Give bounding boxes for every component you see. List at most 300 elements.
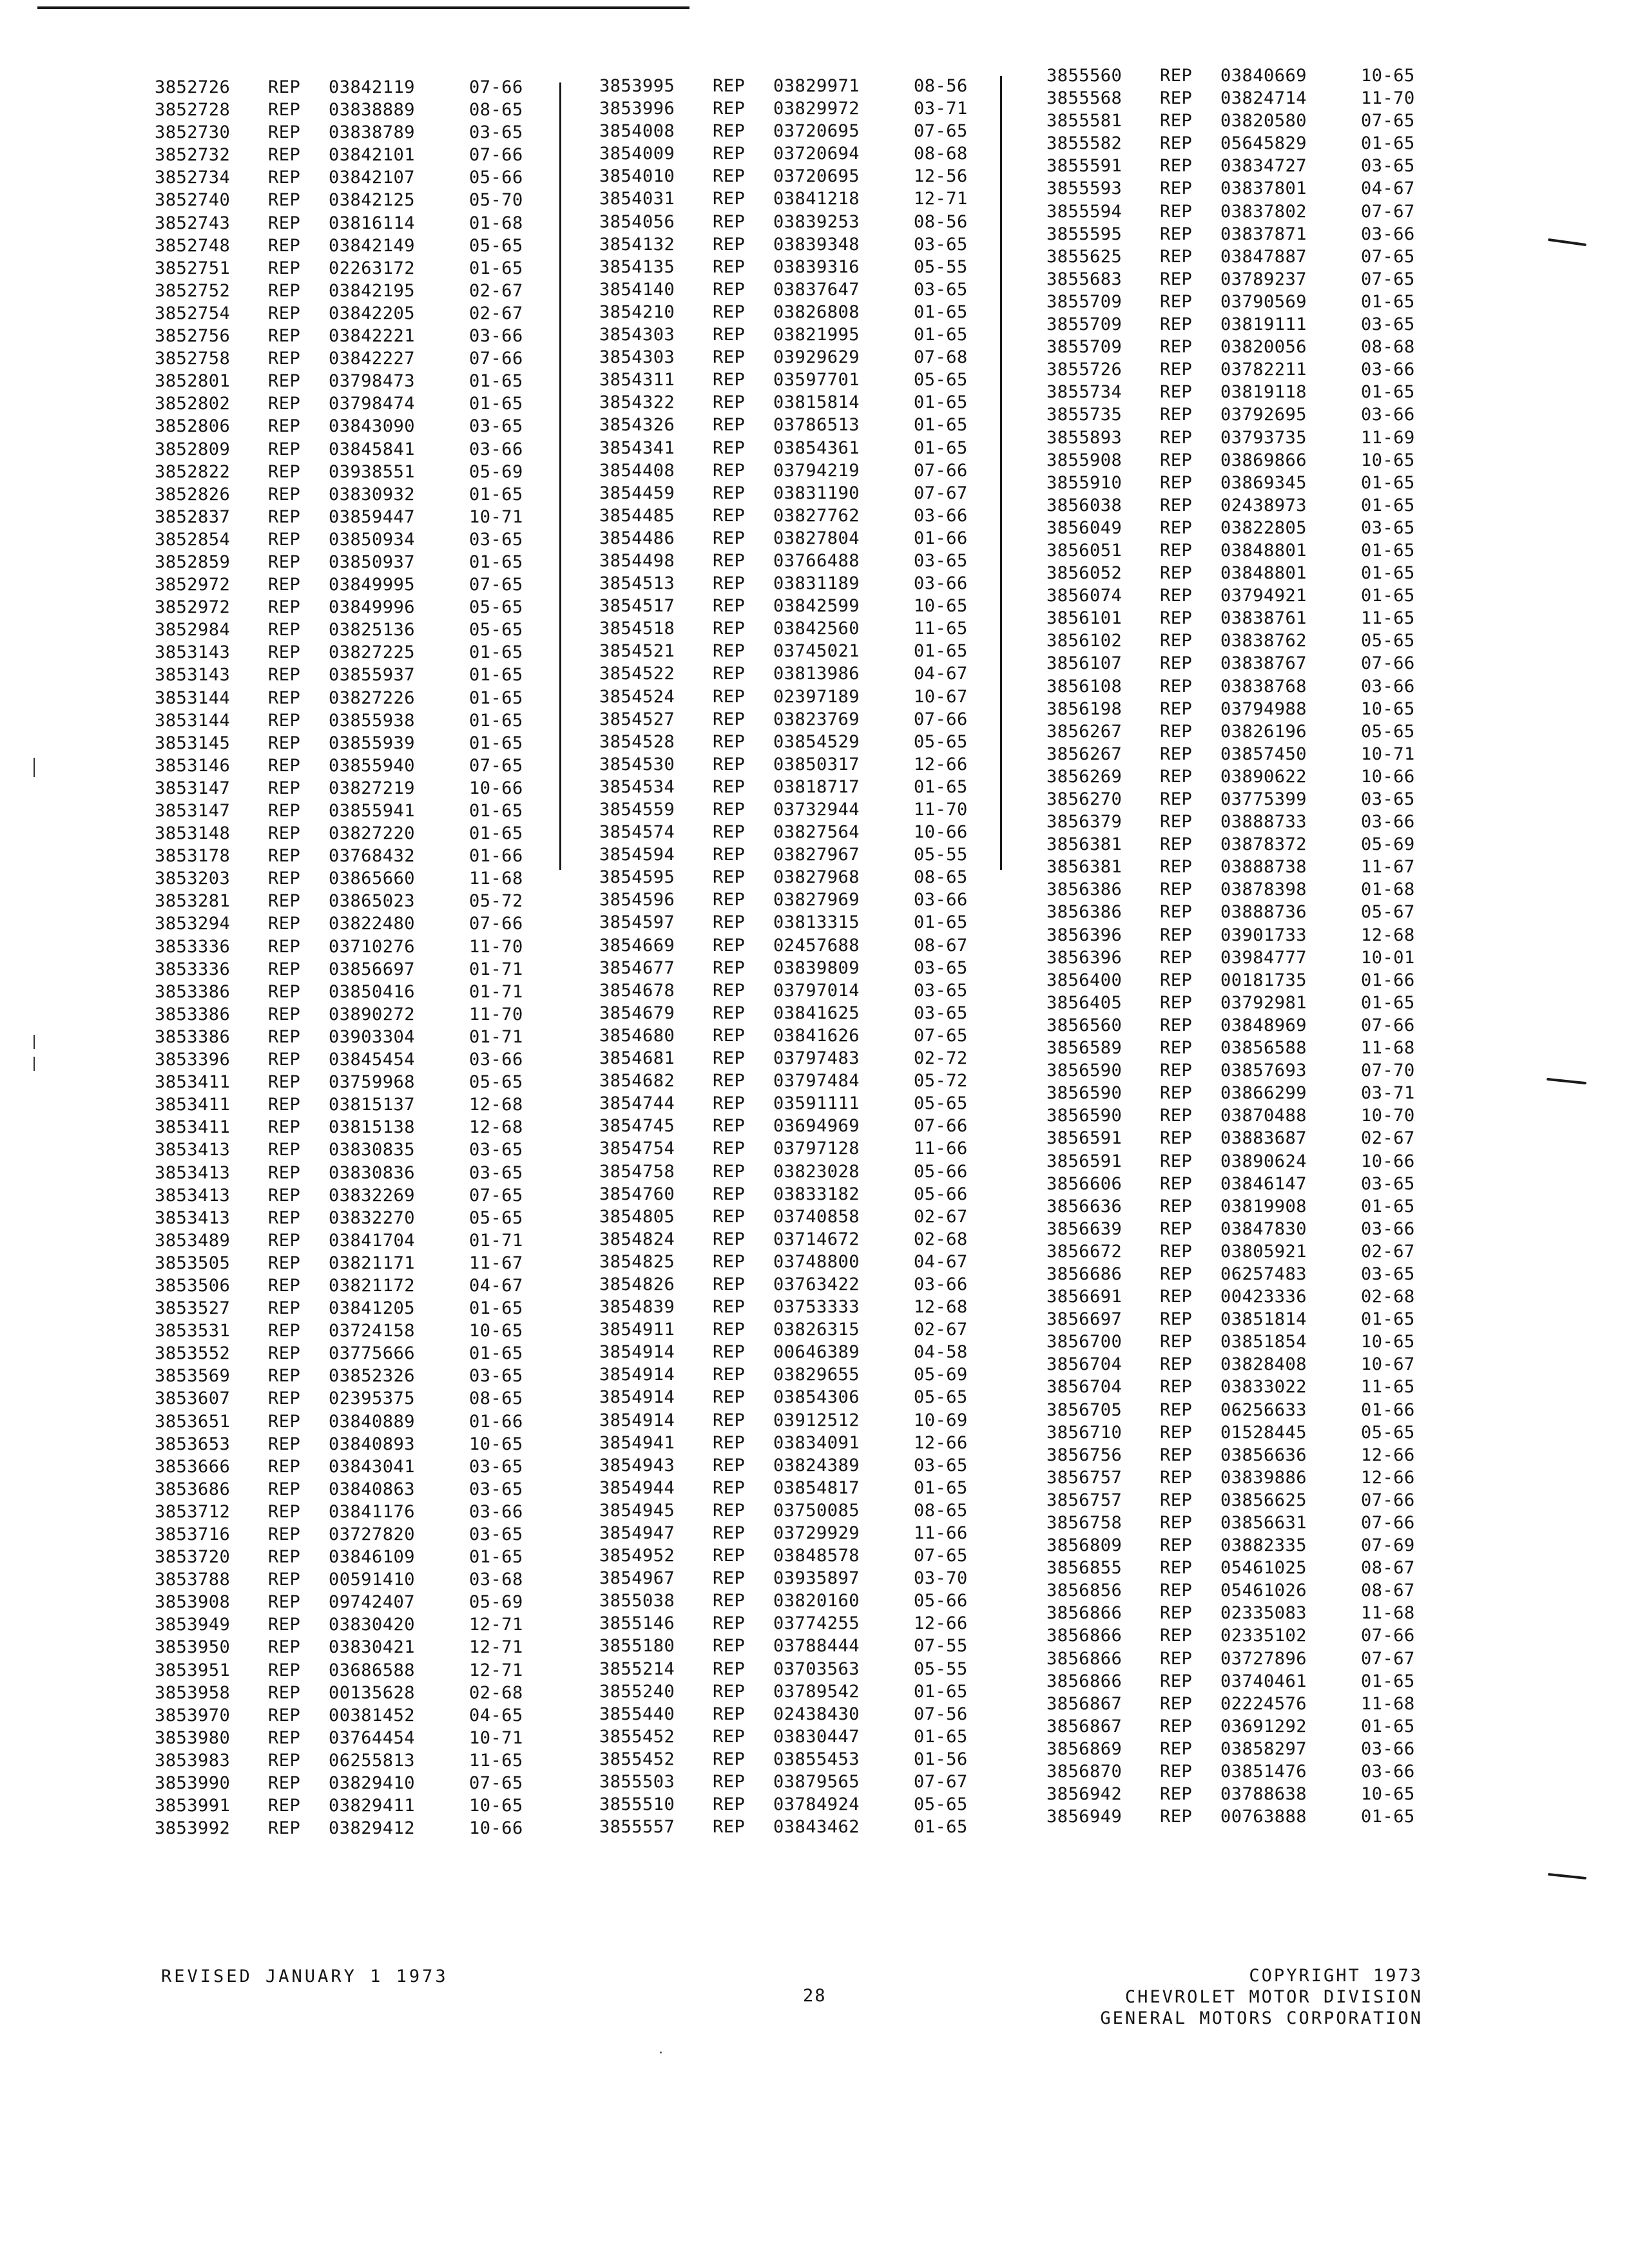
list-item	[155, 687, 534, 709]
date-code: 01-65	[914, 415, 968, 436]
relation-code: REP	[713, 234, 746, 255]
replacement-number: 03848578	[773, 1546, 860, 1566]
replacement-number: 03826315	[773, 1320, 860, 1340]
list-item	[599, 1816, 978, 1838]
relation-code: REP	[268, 1660, 301, 1680]
date-code: 07-65	[469, 1185, 523, 1206]
relation-code: REP	[713, 347, 746, 368]
date-code: 07-65	[1361, 269, 1415, 289]
relation-code: REP	[713, 528, 746, 548]
list-item	[155, 1704, 534, 1727]
relation-code: REP	[1160, 789, 1193, 809]
date-code: 07-65	[914, 121, 968, 142]
list-item	[1046, 1693, 1425, 1715]
relation-code: REP	[713, 980, 746, 1001]
date-code: 10-66	[914, 822, 968, 843]
relation-code: REP	[1160, 1626, 1193, 1646]
date-code: 11-69	[1361, 427, 1415, 448]
relation-code: REP	[713, 550, 746, 571]
date-code: 01-65	[469, 801, 523, 821]
relation-code: REP	[713, 822, 746, 843]
part-number: 3855709	[1046, 314, 1123, 335]
replacement-number: 03830421	[329, 1637, 416, 1658]
part-number: 3856049	[1046, 517, 1123, 538]
relation-code: REP	[713, 1229, 746, 1249]
date-code: 05-65	[1361, 631, 1415, 651]
replacement-number: 00646389	[773, 1342, 860, 1363]
list-item	[155, 1026, 534, 1048]
date-code: 01-65	[469, 371, 523, 392]
replacement-number: 03724158	[329, 1321, 416, 1341]
relation-code: REP	[713, 867, 746, 888]
replacement-number: 03837647	[773, 279, 860, 300]
list-item	[1046, 629, 1425, 652]
date-code: 03-65	[1361, 517, 1415, 538]
list-item	[1046, 947, 1425, 969]
date-code: 04-67	[1361, 178, 1415, 199]
list-item	[155, 438, 534, 461]
replacement-number: 03848969	[1220, 1015, 1307, 1035]
relation-code: REP	[1160, 1535, 1193, 1556]
replacement-number: 03938551	[329, 461, 416, 482]
replacement-number: 03838762	[1220, 631, 1307, 651]
replacement-number: 03842227	[329, 349, 416, 369]
part-number: 3852859	[155, 552, 231, 572]
relation-code: REP	[1160, 1083, 1193, 1104]
list-item	[599, 1703, 978, 1725]
part-number: 3852806	[155, 416, 231, 437]
date-code: 08-68	[914, 144, 968, 164]
relation-code: REP	[1160, 66, 1193, 86]
replacement-number: 03842221	[329, 326, 416, 347]
list-item	[1046, 1805, 1425, 1828]
part-number: 3854914	[599, 1342, 675, 1363]
list-item	[599, 798, 978, 821]
date-code: 11-65	[914, 619, 968, 639]
replacement-number: 03691292	[1220, 1716, 1307, 1736]
date-code: 01-65	[1361, 992, 1415, 1013]
replacement-number: 03855937	[329, 665, 416, 686]
date-code: 07-66	[469, 77, 523, 97]
date-code: 03-65	[469, 122, 523, 143]
replacement-number: 01528445	[1220, 1422, 1307, 1443]
replacement-number: 03890624	[1220, 1151, 1307, 1171]
date-code: 01-65	[469, 1298, 523, 1319]
list-item	[155, 280, 534, 302]
replacement-number: 03792981	[1220, 992, 1307, 1013]
part-number: 3853552	[155, 1343, 231, 1364]
replacement-number: 03821172	[329, 1275, 416, 1296]
date-code: 01-66	[469, 1411, 523, 1432]
list-item	[1046, 1557, 1425, 1579]
part-number: 3854341	[599, 437, 675, 458]
relation-code: REP	[713, 1794, 746, 1815]
list-item	[155, 1546, 534, 1568]
list-item	[599, 662, 978, 685]
list-item	[155, 1048, 534, 1071]
relation-code: REP	[713, 1681, 746, 1702]
part-number: 3854914	[599, 1410, 675, 1430]
part-number: 3855910	[1046, 472, 1123, 493]
date-code: 08-56	[914, 76, 968, 96]
date-code: 01-65	[469, 484, 523, 505]
column-divider-1	[559, 82, 561, 870]
replacement-number: 03845841	[329, 439, 416, 459]
list-item	[1046, 336, 1425, 358]
date-code: 11-67	[1361, 857, 1415, 878]
date-code: 01-65	[469, 710, 523, 731]
relation-code: REP	[268, 1456, 301, 1477]
replacement-number: 02457688	[773, 935, 860, 956]
list-item	[599, 278, 978, 301]
list-item	[155, 641, 534, 664]
relation-code: REP	[1160, 88, 1193, 109]
part-number: 3856052	[1046, 563, 1123, 584]
part-number: 3853144	[155, 687, 231, 708]
replacement-number: 03878372	[1220, 834, 1307, 855]
replacement-number: 03829410	[329, 1773, 416, 1794]
replacement-number: 03882335	[1220, 1535, 1307, 1556]
date-code: 12-66	[914, 1432, 968, 1453]
list-item	[155, 1682, 534, 1704]
part-number: 3856381	[1046, 857, 1123, 878]
date-code: 10-65	[1361, 1332, 1415, 1352]
relation-code: REP	[268, 529, 301, 550]
relation-code: REP	[268, 778, 301, 798]
part-number: 3853980	[155, 1727, 231, 1748]
part-number: 3856710	[1046, 1422, 1123, 1443]
list-item	[1046, 1602, 1425, 1624]
date-code: 01-65	[469, 665, 523, 686]
part-number: 3856590	[1046, 1083, 1123, 1104]
replacement-number: 02263172	[329, 258, 416, 278]
date-code: 01-65	[469, 258, 523, 278]
relation-code: REP	[268, 1207, 301, 1228]
division-line: CHEVROLET MOTOR DIVISION	[1124, 1987, 1423, 2007]
list-item	[155, 912, 534, 935]
replacement-number: 06255813	[329, 1750, 416, 1771]
date-code: 10-70	[1361, 1106, 1415, 1126]
replacement-number: 03793735	[1220, 427, 1307, 448]
date-code: 03-65	[914, 279, 968, 300]
part-number: 3853396	[155, 1050, 231, 1070]
part-number: 3852754	[155, 303, 231, 323]
list-item	[599, 572, 978, 595]
list-item	[1046, 1263, 1425, 1285]
list-item	[599, 1137, 978, 1160]
replacement-number: 03984777	[1220, 947, 1307, 968]
part-number: 3856107	[1046, 653, 1123, 674]
part-number: 3854574	[599, 822, 675, 843]
replacement-number: 03829972	[773, 99, 860, 119]
part-number: 3855683	[1046, 269, 1123, 289]
date-code: 07-56	[914, 1704, 968, 1724]
part-number: 3852758	[155, 349, 231, 369]
relation-code: REP	[1160, 178, 1193, 199]
date-code: 03-71	[914, 99, 968, 119]
replacement-number: 03935897	[773, 1568, 860, 1589]
date-code: 01-65	[914, 302, 968, 322]
relation-code: REP	[268, 936, 301, 957]
date-code: 01-65	[1361, 563, 1415, 584]
relation-code: REP	[1160, 1332, 1193, 1352]
replacement-number: 03774255	[773, 1613, 860, 1634]
list-item	[1046, 1195, 1425, 1218]
replacement-number: 03816114	[329, 213, 416, 233]
date-code: 11-67	[469, 1253, 523, 1273]
relation-code: REP	[713, 460, 746, 481]
list-item	[599, 708, 978, 731]
part-number: 3856700	[1046, 1332, 1123, 1352]
replacement-number: 03839316	[773, 256, 860, 277]
date-code: 05-65	[469, 597, 523, 618]
relation-code: REP	[1160, 902, 1193, 923]
date-code: 05-65	[914, 731, 968, 752]
replacement-number: 03832270	[329, 1207, 416, 1228]
replacement-number: 03826196	[1220, 721, 1307, 742]
relation-code: REP	[713, 392, 746, 413]
date-code: 10-65	[1361, 698, 1415, 719]
date-code: 11-68	[1361, 1038, 1415, 1059]
list-item	[1046, 223, 1425, 245]
list-item	[1046, 245, 1425, 268]
list-item	[599, 482, 978, 505]
relation-code: REP	[713, 573, 746, 594]
margin-mark	[1548, 1873, 1586, 1879]
relation-code: REP	[713, 1071, 746, 1091]
date-code: 01-66	[914, 528, 968, 548]
relation-code: REP	[268, 484, 301, 505]
part-number: 3855568	[1046, 88, 1123, 109]
replacement-number: 03842560	[773, 619, 860, 639]
relation-code: REP	[268, 1501, 301, 1522]
relation-code: REP	[713, 1025, 746, 1046]
relation-code: REP	[1160, 1648, 1193, 1669]
list-item	[155, 370, 534, 392]
relation-code: REP	[1160, 1264, 1193, 1284]
list-item	[1046, 833, 1425, 856]
relation-code: REP	[268, 665, 301, 686]
list-item	[1046, 652, 1425, 675]
part-number: 3854669	[599, 935, 675, 956]
replacement-number: 03686588	[329, 1660, 416, 1680]
relation-code: REP	[1160, 246, 1193, 267]
list-item	[599, 120, 978, 142]
list-item	[1046, 1014, 1425, 1037]
relation-code: REP	[1160, 291, 1193, 312]
replacement-number: 03856697	[329, 959, 416, 979]
replacement-number: 02335102	[1220, 1626, 1307, 1646]
relation-code: REP	[1160, 925, 1193, 945]
part-number: 3856396	[1046, 947, 1123, 968]
replacement-number: 03813315	[773, 912, 860, 933]
relation-code: REP	[713, 1568, 746, 1589]
list-item	[155, 936, 534, 958]
replacement-number: 03865660	[329, 869, 416, 889]
date-code: 03-70	[914, 1568, 968, 1589]
relation-code: REP	[713, 325, 746, 345]
part-number: 3852734	[155, 168, 231, 188]
relation-code: REP	[713, 731, 746, 752]
list-item	[1046, 924, 1425, 947]
list-item	[1046, 1376, 1425, 1398]
list-item	[1046, 381, 1425, 403]
list-item	[155, 1297, 534, 1320]
relation-code: REP	[1160, 1377, 1193, 1398]
replacement-number: 03788638	[1220, 1784, 1307, 1805]
replacement-number: 03888733	[1220, 812, 1307, 832]
relation-code: REP	[268, 1117, 301, 1138]
relation-code: REP	[713, 1387, 746, 1408]
replacement-number: 03740461	[1220, 1671, 1307, 1691]
relation-code: REP	[1160, 1309, 1193, 1330]
relation-code: REP	[713, 370, 746, 390]
replacement-number: 03797014	[773, 980, 860, 1001]
date-code: 07-67	[914, 483, 968, 503]
relation-code: REP	[268, 733, 301, 753]
part-number: 3852740	[155, 190, 231, 211]
replacement-number: 03849996	[329, 597, 416, 618]
list-item	[599, 731, 978, 753]
date-code: 01-65	[469, 642, 523, 663]
part-number: 3853336	[155, 959, 231, 979]
replacement-number: 03824714	[1220, 88, 1307, 109]
date-code: 01-65	[1361, 1196, 1415, 1216]
relation-code: REP	[713, 664, 746, 684]
part-number: 3856691	[1046, 1287, 1123, 1307]
list-item	[599, 1567, 978, 1590]
date-code: 07-55	[914, 1636, 968, 1657]
replacement-number: 03855940	[329, 755, 416, 776]
date-code: 07-66	[469, 914, 523, 934]
part-number: 3854528	[599, 731, 675, 752]
list-item	[599, 1092, 978, 1115]
part-number: 3854677	[599, 957, 675, 978]
part-number: 3853146	[155, 755, 231, 776]
list-item	[155, 867, 534, 890]
relation-code: REP	[1160, 1151, 1193, 1171]
list-item	[1046, 856, 1425, 878]
replacement-number: 03830836	[329, 1162, 416, 1183]
replacement-number: 03830932	[329, 484, 416, 505]
list-item	[1046, 1783, 1425, 1805]
date-code: 05-65	[914, 1387, 968, 1408]
relation-code: REP	[268, 145, 301, 166]
relation-code: REP	[1160, 1038, 1193, 1059]
relation-code: REP	[713, 1546, 746, 1566]
replacement-number: 03839886	[1220, 1467, 1307, 1488]
relation-code: REP	[268, 1343, 301, 1364]
relation-code: REP	[268, 258, 301, 278]
relation-code: REP	[1160, 1218, 1193, 1239]
replacement-number: 03827967	[773, 845, 860, 865]
relation-code: REP	[1160, 224, 1193, 244]
relation-code: REP	[713, 1591, 746, 1611]
date-code: 03-65	[914, 980, 968, 1001]
relation-code: REP	[1160, 676, 1193, 697]
list-item	[1046, 64, 1425, 87]
relation-code: REP	[1160, 1196, 1193, 1216]
part-number: 3854594	[599, 845, 675, 865]
list-item	[155, 981, 534, 1003]
part-number: 3852809	[155, 439, 231, 459]
replacement-number: 09742407	[329, 1592, 416, 1613]
list-item	[599, 821, 978, 843]
relation-code: REP	[1160, 337, 1193, 358]
copyright-block	[1100, 1965, 1423, 2029]
relation-code: REP	[268, 1366, 301, 1387]
list-item	[599, 527, 978, 550]
date-code: 01-65	[469, 1343, 523, 1364]
part-number: 3853951	[155, 1660, 231, 1680]
part-number: 3854459	[599, 483, 675, 503]
part-number: 3854527	[599, 709, 675, 729]
date-code: 05-65	[914, 1794, 968, 1815]
date-code: 03-65	[469, 529, 523, 550]
list-item	[155, 325, 534, 347]
list-item	[599, 505, 978, 527]
part-number: 3852984	[155, 620, 231, 640]
replacement-number: 03838768	[1220, 676, 1307, 697]
relation-code: REP	[1160, 111, 1193, 131]
part-number: 3855440	[599, 1704, 675, 1724]
list-item	[1046, 110, 1425, 132]
date-code: 03-65	[914, 234, 968, 255]
list-item	[155, 732, 534, 754]
part-number: 3854967	[599, 1568, 675, 1589]
part-number: 3853949	[155, 1615, 231, 1635]
list-item	[599, 211, 978, 233]
date-code: 02-67	[1361, 1241, 1415, 1262]
date-code: 01-65	[1361, 1807, 1415, 1827]
replacement-number: 03843090	[329, 416, 416, 437]
list-item	[155, 235, 534, 257]
list-item	[599, 1680, 978, 1703]
part-number: 3853651	[155, 1411, 231, 1432]
list-item	[155, 1817, 534, 1840]
list-item	[599, 640, 978, 662]
relation-code: REP	[713, 1726, 746, 1747]
relation-code: REP	[268, 77, 301, 97]
list-item	[599, 369, 978, 391]
list-item	[1046, 765, 1425, 788]
part-number: 3853143	[155, 642, 231, 663]
relation-code: REP	[713, 1749, 746, 1769]
part-number: 3855452	[599, 1749, 675, 1769]
replacement-number: 03805921	[1220, 1241, 1307, 1262]
part-number: 3856866	[1046, 1603, 1123, 1624]
part-number: 3855146	[599, 1613, 675, 1634]
relation-code: REP	[1160, 495, 1193, 515]
date-code: 01-71	[469, 981, 523, 1002]
replacement-number: 03854306	[773, 1387, 860, 1408]
relation-code: REP	[713, 890, 746, 910]
replacement-number: 03720694	[773, 144, 860, 164]
replacement-number: 03789237	[1220, 269, 1307, 289]
part-number: 3856379	[1046, 812, 1123, 832]
relation-code: REP	[713, 1455, 746, 1475]
replacement-number: 03854817	[773, 1477, 860, 1498]
margin-tick	[34, 1057, 35, 1071]
part-number: 3853147	[155, 778, 231, 798]
replacement-number: 05461026	[1220, 1581, 1307, 1601]
date-code: 01-65	[914, 392, 968, 413]
part-number: 3853527	[155, 1298, 231, 1319]
date-code: 05-65	[469, 235, 523, 256]
list-item	[1046, 177, 1425, 200]
relation-code: REP	[1160, 1490, 1193, 1510]
replacement-number: 03824389	[773, 1455, 860, 1475]
